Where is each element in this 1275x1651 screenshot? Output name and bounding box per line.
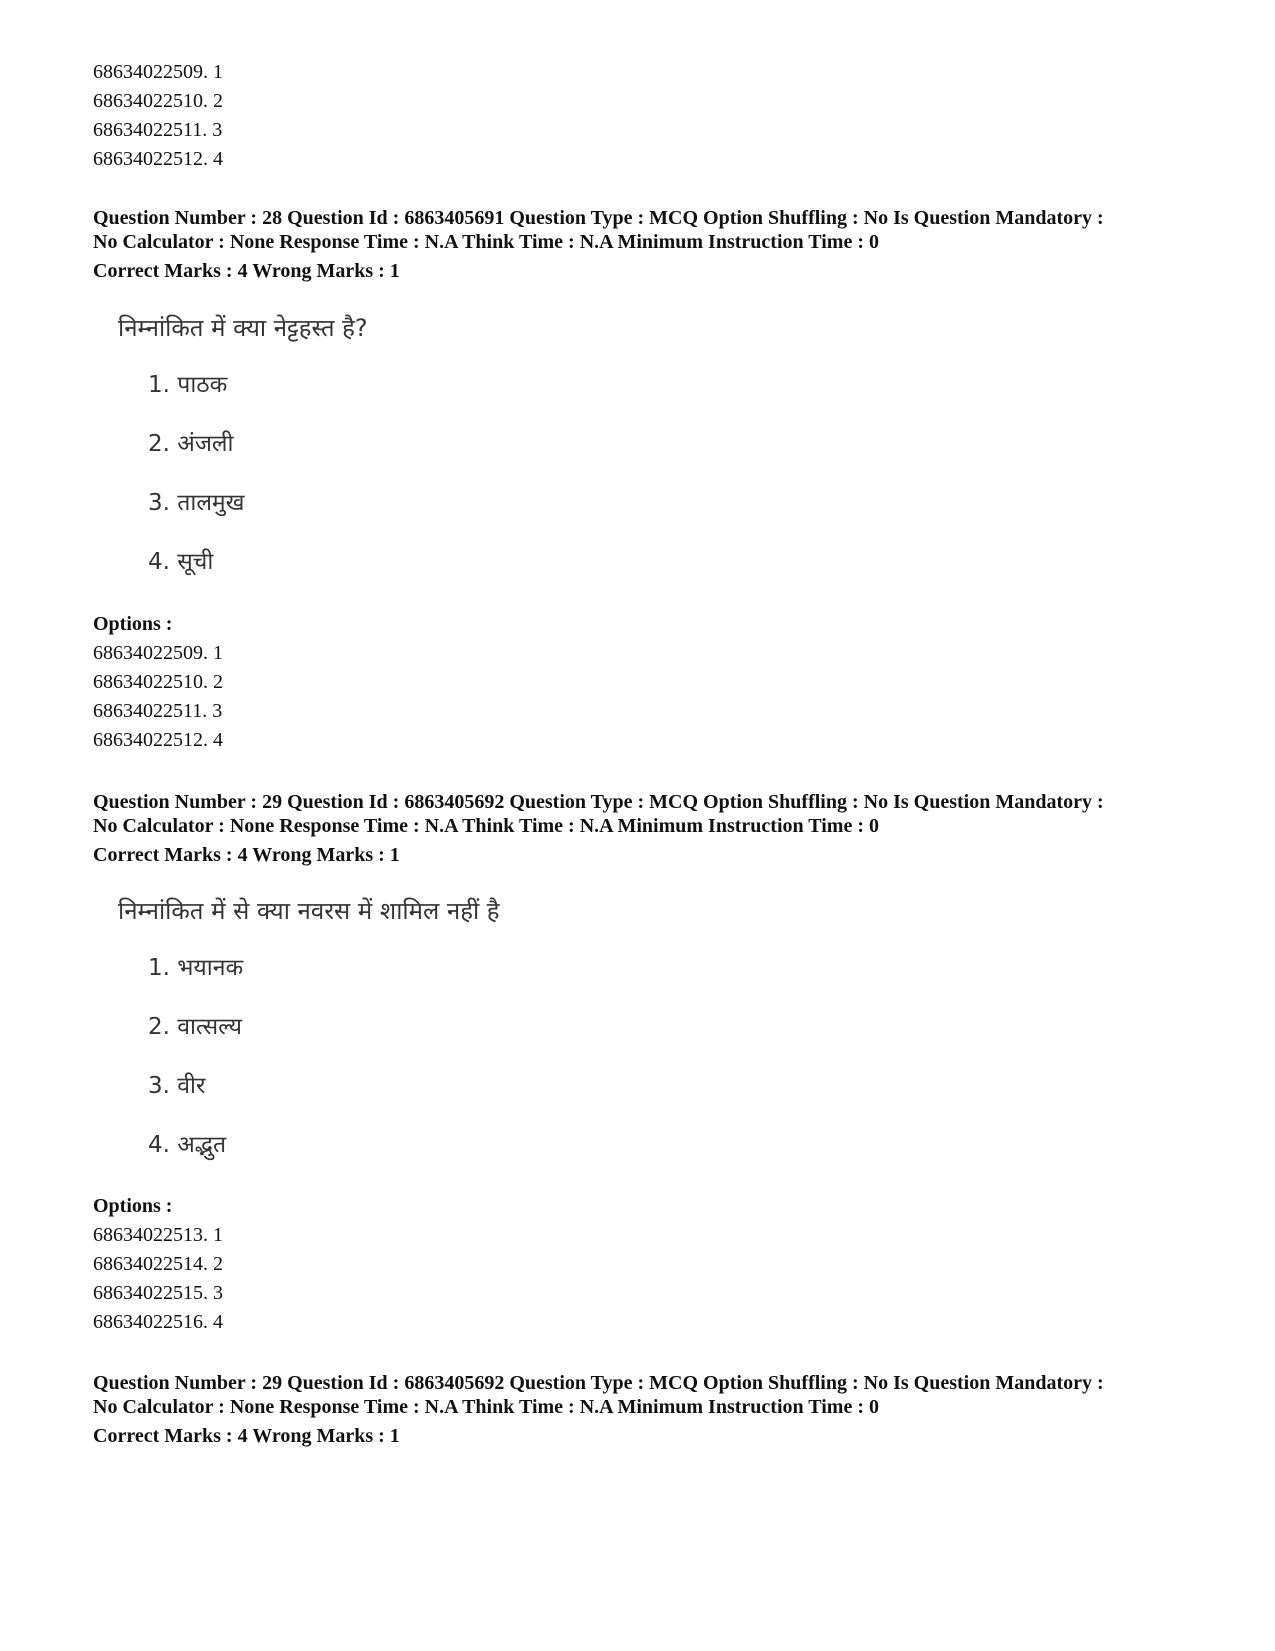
question-29-meta bbox=[93, 790, 1104, 867]
question-text: निम्नांकित में क्या नेट्टहस्त है? bbox=[118, 314, 368, 342]
choice-4: 4. सूची bbox=[148, 549, 214, 575]
question-meta-line-2: No Calculator : None Response Time : N.A Think Time : N.A Minimum Instruction Time : 0 bbox=[93, 815, 879, 837]
option-line: 68634022514. 2 bbox=[93, 1253, 223, 1275]
question-28-meta bbox=[93, 206, 1104, 283]
question-meta-line-1: Question Number : 29 Question Id : 6863405692 Question Type : MCQ Option Shuffling : No Is Question Mandatory : bbox=[93, 791, 1104, 813]
question-marks: Correct Marks : 4 Wrong Marks : 1 bbox=[93, 260, 400, 282]
question-choices bbox=[148, 950, 500, 1186]
question-marks: Correct Marks : 4 Wrong Marks : 1 bbox=[93, 844, 400, 866]
choice-1: 1. भयानक bbox=[148, 955, 244, 981]
question-meta-line-1: Question Number : 29 Question Id : 6863405692 Question Type : MCQ Option Shuffling : No Is Question Mandatory : bbox=[93, 1372, 1104, 1394]
question-28-content bbox=[118, 310, 368, 603]
option-line: 68634022512. 4 bbox=[93, 148, 223, 170]
options-label: Options : bbox=[93, 613, 173, 635]
choice-1: 1. पाठक bbox=[148, 372, 228, 398]
option-line: 68634022511. 3 bbox=[93, 119, 223, 141]
question-28-options bbox=[93, 610, 223, 755]
choice-3: 3. वीर bbox=[148, 1073, 206, 1099]
choice-4: 4. अद्भुत bbox=[148, 1132, 227, 1158]
option-line: 68634022512. 4 bbox=[93, 729, 223, 751]
question-29-options bbox=[93, 1192, 223, 1337]
question-meta-line-1: Question Number : 28 Question Id : 6863405691 Question Type : MCQ Option Shuffling : No Is Question Mandatory : bbox=[93, 207, 1104, 229]
question-marks: Correct Marks : 4 Wrong Marks : 1 bbox=[93, 1425, 400, 1447]
choice-2: 2. अंजली bbox=[148, 431, 234, 457]
options-label: Options : bbox=[93, 1195, 173, 1217]
choice-3: 3. तालमुख bbox=[148, 490, 245, 516]
question-meta-line-2: No Calculator : None Response Time : N.A Think Time : N.A Minimum Instruction Time : 0 bbox=[93, 1396, 879, 1418]
option-line: 68634022510. 2 bbox=[93, 671, 223, 693]
choice-2: 2. वात्सल्य bbox=[148, 1014, 242, 1040]
option-line: 68634022516. 4 bbox=[93, 1311, 223, 1333]
option-line: 68634022509. 1 bbox=[93, 642, 223, 664]
question-meta-line-2: No Calculator : None Response Time : N.A Think Time : N.A Minimum Instruction Time : 0 bbox=[93, 231, 879, 253]
option-line: 68634022511. 3 bbox=[93, 700, 223, 722]
question-29-content bbox=[118, 893, 500, 1186]
question-text: निम्नांकित में से क्या नवरस में शामिल नहीं है bbox=[118, 897, 500, 925]
option-line: 68634022510. 2 bbox=[93, 90, 223, 112]
top-options-list bbox=[93, 58, 223, 174]
option-line: 68634022509. 1 bbox=[93, 61, 223, 83]
option-line: 68634022515. 3 bbox=[93, 1282, 223, 1304]
question-choices bbox=[148, 367, 368, 603]
option-line: 68634022513. 1 bbox=[93, 1224, 223, 1246]
question-29-repeat-meta bbox=[93, 1371, 1104, 1448]
